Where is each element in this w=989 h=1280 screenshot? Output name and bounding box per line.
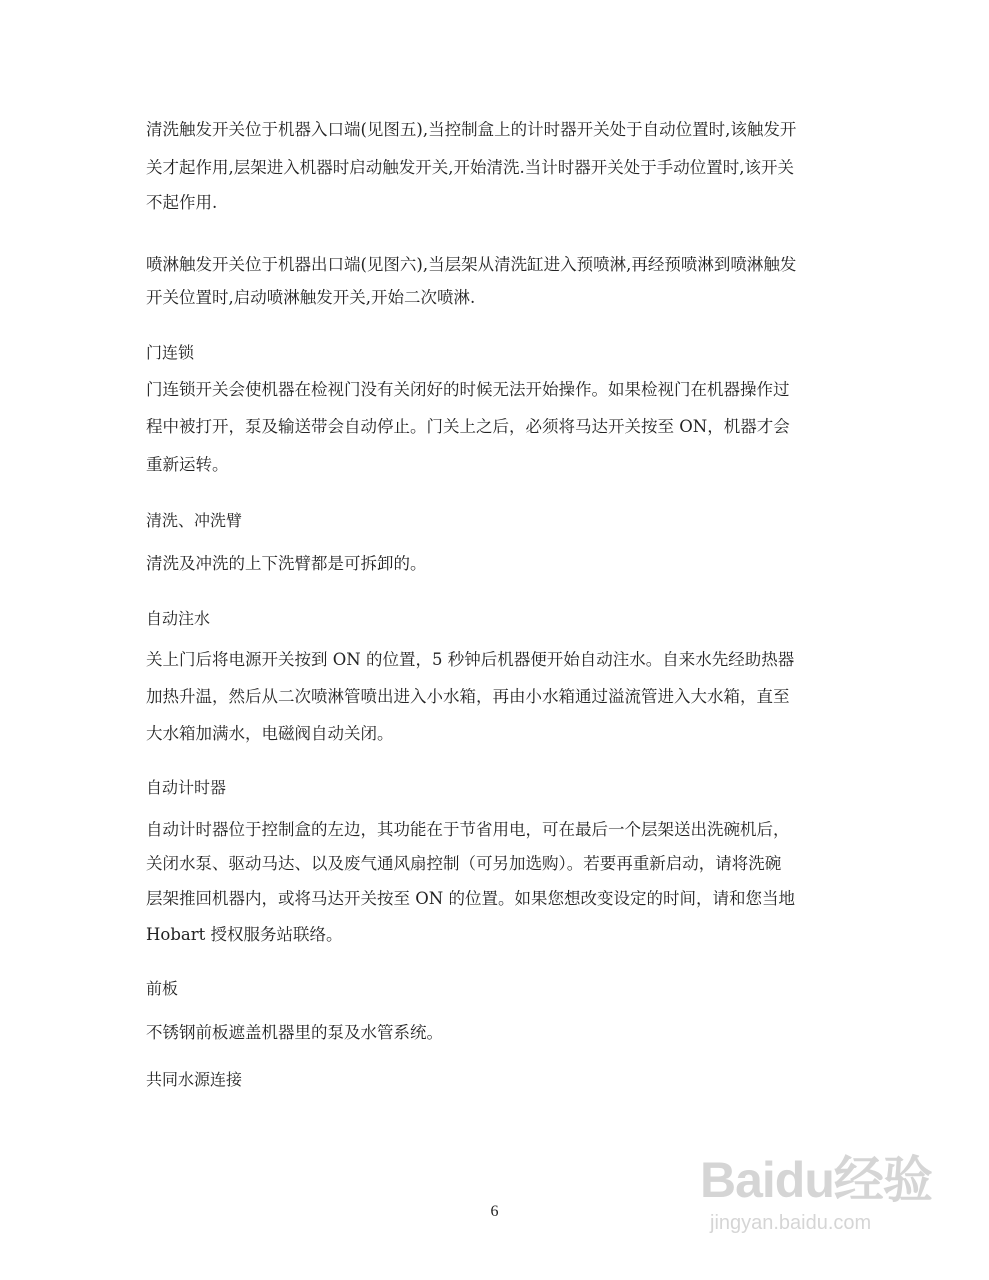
paragraph-line: 关上门后将电源开关按到 ON 的位置，5 秒钟后机器便开始自动注水。自来水先经助热器: [146, 650, 795, 669]
paragraph-line: 加热升温，然后从二次喷淋管喷出进入小水箱，再由小水箱通过溢流管进入大水箱，直至: [146, 687, 790, 706]
paragraph-line: 自动计时器位于控制盒的左边，其功能在于节省用电，可在最后一个层架送出洗碗机后，: [146, 820, 790, 839]
paragraph-line: 清洗触发开关位于机器入口端(见图五),当控制盒上的计时器开关处于自动位置时,该触发开: [146, 120, 797, 139]
paragraph-line: 关才起作用,层架进入机器时启动触发开关,开始清洗.当计时器开关处于手动位置时,该开关: [146, 158, 794, 177]
paragraph-line: 门连锁开关会使机器在检视门没有关闭好的时候无法开始操作。如果检视门在机器操作过: [146, 380, 790, 399]
section-heading: 共同水源连接: [146, 1070, 243, 1089]
paragraph-line: 程中被打开，泵及输送带会自动停止。门关上之后，必须将马达开关按至 ON，机器才会: [146, 417, 790, 436]
page-number: 6: [490, 1203, 499, 1220]
paragraph-line: 开关位置时,启动喷淋触发开关,开始二次喷淋.: [146, 288, 476, 307]
paragraph-line: 关闭水泵、驱动马达、以及废气通风扇控制（可另加选购）。若要再重新启动，请将洗碗: [146, 854, 782, 873]
paragraph-line: 大水箱加满水，电磁阀自动关闭。: [146, 724, 394, 743]
section-heading: 清洗、冲洗臂: [146, 511, 243, 530]
section-heading: 前板: [146, 979, 179, 998]
section-heading: 门连锁: [146, 343, 195, 362]
paragraph-line: 喷淋触发开关位于机器出口端(见图六),当层架从清洗缸进入预喷淋,再经预喷淋到喷淋触发: [146, 255, 797, 274]
watermark-url: jingyan.baidu.com: [710, 1212, 872, 1234]
section-heading: 自动注水: [146, 609, 211, 628]
paragraph-line: 不锈钢前板遮盖机器里的泵及水管系统。: [146, 1023, 443, 1042]
watermark-logo: Baidu经验: [700, 1152, 932, 1208]
paragraph-line: 不起作用.: [146, 193, 218, 212]
paragraph-line: 清洗及冲洗的上下洗臂都是可拆卸的。: [146, 554, 427, 573]
paragraph-line: 重新运转。: [146, 455, 229, 474]
paragraph-line: 层架推回机器内，或将马达开关按至 ON 的位置。如果您想改变设定的时间，请和您当地: [146, 889, 795, 908]
baidu-watermark: [700, 1140, 980, 1270]
paragraph-line: Hobart 授权服务站联络。: [146, 925, 343, 944]
section-heading: 自动计时器: [146, 778, 227, 797]
